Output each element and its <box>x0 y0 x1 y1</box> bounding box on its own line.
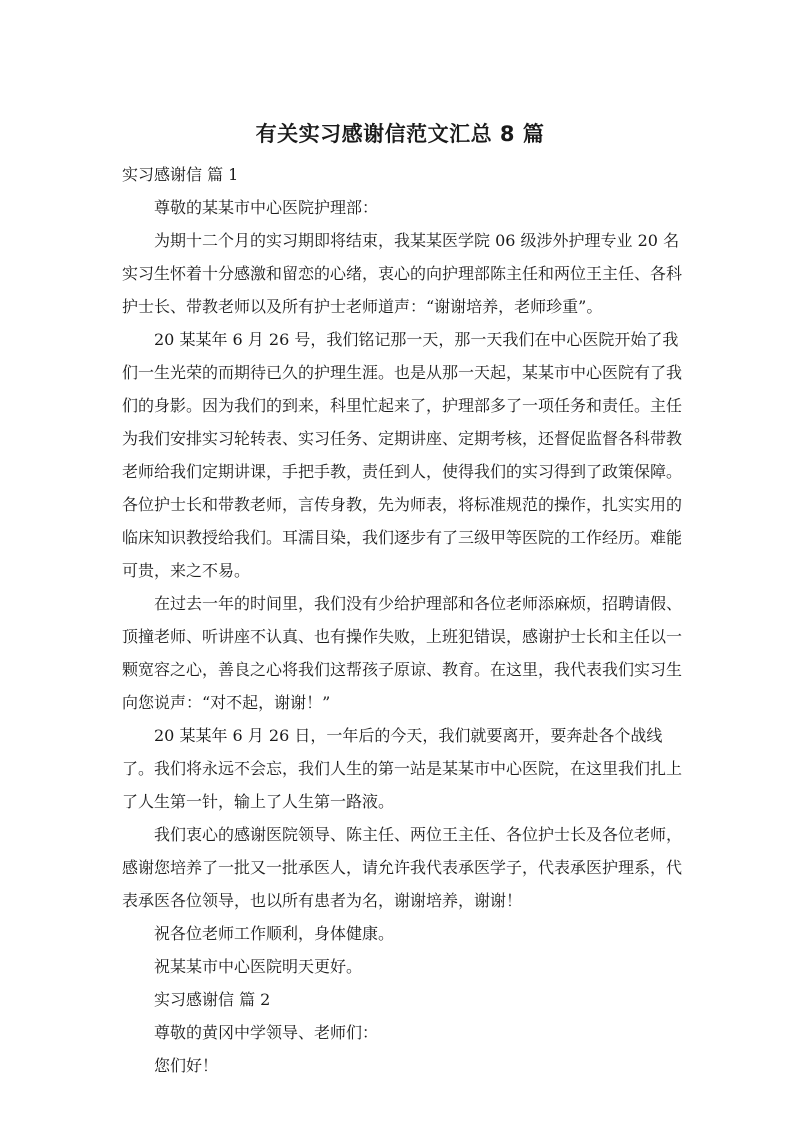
paragraph: 为期十二个月的实习期即将结束，我某某医学院 06 级涉外护理专业 20 名实习生怀着十分感激和留恋的心绪，衷心的向护理部陈主任和两位王主任、各科护士长、带教老师以及所有护士老师道声：“谢谢培养，老师珍重”。 <box>122 231 683 316</box>
salutation: 尊敬的某某市中心医院护理部： <box>154 198 379 217</box>
document-title: 有关实习感谢信范文汇总 8 篇 <box>255 122 545 146</box>
closing-wish: 祝某某市中心医院明天更好。 <box>154 957 363 976</box>
paragraph: 我们衷心的感谢医院领导、陈主任、两位王主任、各位护士长及各位老师，感谢您培养了一批又一批承医人，请允许我代表承医学子，代表承医护理系，代表承医各位领导，也以所有患者为名，谢谢培养，谢谢！ <box>122 825 683 910</box>
paragraph: 20 某某年 6 月 26 日，一年后的今天，我们就要离开，要奔赴各个战线了。我们将永远不会忘，我们人生的第一站是某某市中心医院，在这里我们扎上了人生第一针，输上了人生第一路液。 <box>122 726 683 811</box>
closing-wish: 祝各位老师工作顺利，身体健康。 <box>154 924 395 943</box>
salutation: 尊敬的黄冈中学领导、老师们： <box>154 1023 379 1042</box>
document-body <box>122 158 682 1082</box>
greeting: 您们好！ <box>154 1056 219 1075</box>
section-heading: 实习感谢信 篇 1 <box>122 165 239 184</box>
paragraph: 在过去一年的时间里，我们没有少给护理部和各位老师添麻烦，招聘请假、顶撞老师、听讲座不认真、也有操作失败，上班犯错误，感谢护士长和主任以一颗宽容之心，善良之心将我们这帮孩子原谅、教育。在这里，我代表我们实习生向您说声：“对不起，谢谢！” <box>122 594 683 712</box>
paragraph: 20 某某年 6 月 26 号，我们铭记那一天，那一天我们在中心医院开始了我们一生光荣的而期待已久的护理生涯。也是从那一天起，某某市中心医院有了我们的身影。因为我们的到来，科里忙起来了，护理部多了一项任务和责任。主任为我们安排实习轮转表、实习任务、定期讲座、定期考核，还督促监督各科带教老师给我们定期讲课，手把手教，责任到人，使得我们的实习得到了政策保障。各位护士长和带教老师，言传身教，先为师表，将标准规范的操作，扎实实用的临床知识教授给我们。耳濡目染，我们逐步有了三级甲等医院的工作经历。难能可贵，来之不易。 <box>122 330 683 580</box>
section-heading: 实习感谢信 篇 2 <box>154 990 271 1009</box>
